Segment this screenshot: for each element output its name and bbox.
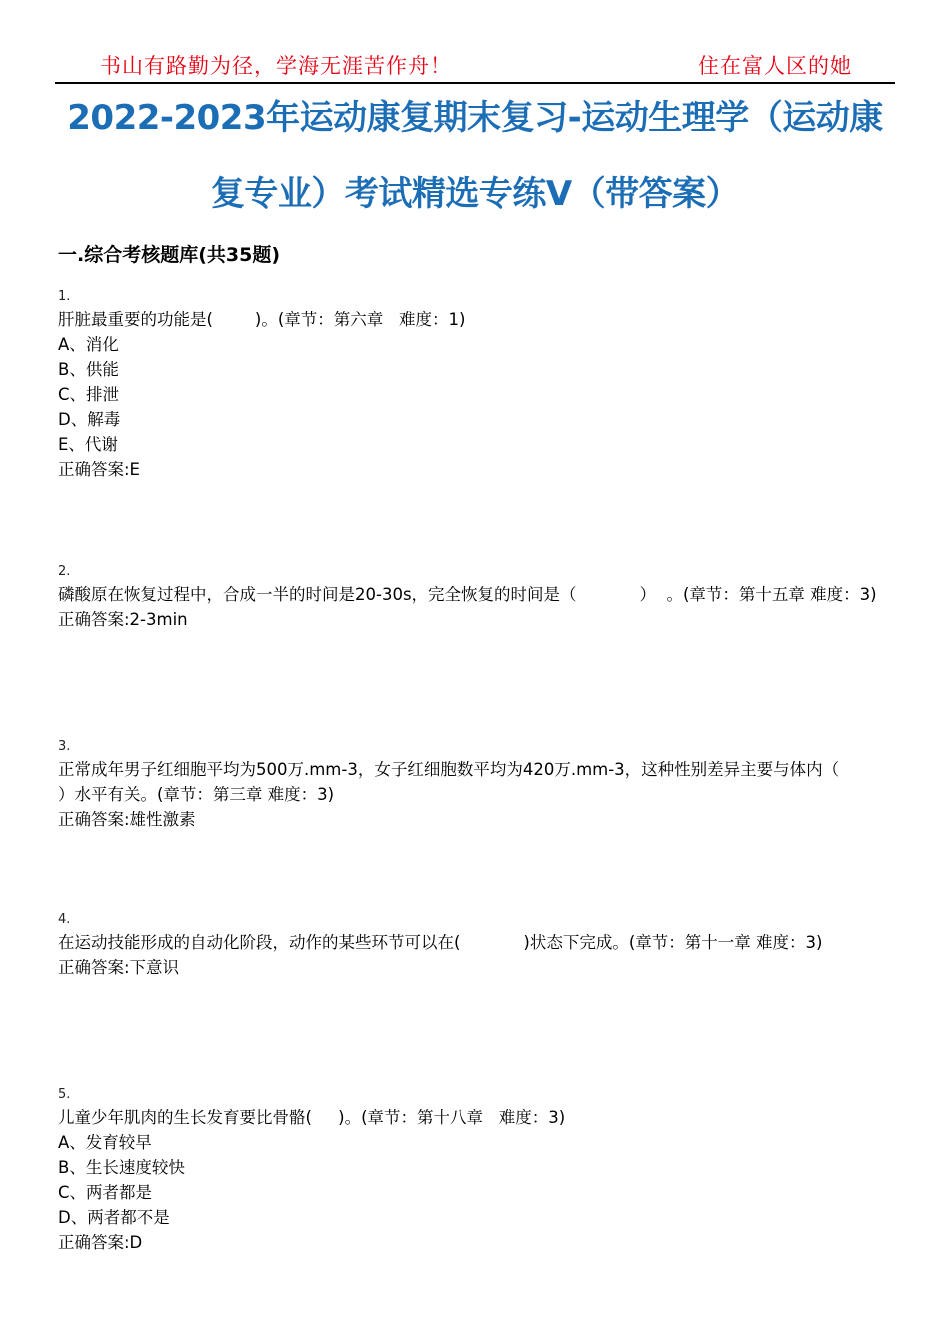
- question-number: 4.: [58, 912, 71, 927]
- question-stem: 肝脏最重要的功能是( )。(章节：第六章 难度：1): [58, 310, 466, 329]
- section-heading: 一.综合考核题库(共35题): [58, 244, 281, 266]
- question-option: D、两者都不是: [58, 1208, 170, 1227]
- question-item: [58, 1085, 565, 1255]
- question-stem: 正常成年男子红细胞平均为500万.mm-3，女子红细胞数平均为420万.mm-3，这种性别差异主要与体内（ ）水平有关。(章节：第三章 难度：3): [58, 760, 903, 804]
- question-answer: 正确答案:下意识: [58, 958, 180, 977]
- question-number: 2.: [58, 564, 71, 579]
- question-option: D、解毒: [58, 410, 121, 429]
- question-item: [58, 287, 465, 482]
- question-option: A、消化: [58, 335, 119, 354]
- header-motto: 书山有路勤为径，学海无涯苦作舟！: [100, 54, 452, 78]
- document-title: 2022-2023年运动康复期末复习-运动生理学（运动康复专业）考试精选专练V（带答案）: [67, 98, 883, 214]
- question-answer: 正确答案:E: [58, 460, 140, 479]
- question-stem: 磷酸原在恢复过程中，合成一半的时间是20-30s，完全恢复的时间是（ ） 。(章节：第十五章 难度：3): [58, 585, 877, 604]
- question-option: C、两者都是: [58, 1183, 153, 1202]
- question-option: B、生长速度较快: [58, 1158, 185, 1177]
- page-header: [0, 0, 950, 86]
- question-option: C、排泄: [58, 385, 120, 404]
- question-answer: 正确答案:D: [58, 1233, 143, 1252]
- header-author: 住在富人区的她: [698, 54, 852, 78]
- question-answer: 正确答案:2-3min: [58, 610, 188, 629]
- question-number: 5.: [58, 1087, 71, 1102]
- question-item: [58, 910, 822, 980]
- question-number: 3.: [58, 739, 71, 754]
- question-item: [58, 562, 877, 632]
- question-option: B、供能: [58, 360, 119, 379]
- question-option: E、代谢: [58, 435, 118, 454]
- question-option: A、发育较早: [58, 1133, 152, 1152]
- question-answer: 正确答案:雄性激素: [58, 810, 196, 829]
- question-stem: 在运动技能形成的自动化阶段，动作的某些环节可以在( )状态下完成。(章节：第十一章 难度：3): [58, 933, 823, 952]
- question-stem: 儿童少年肌肉的生长发育要比骨骼( )。(章节：第十八章 难度：3): [58, 1108, 566, 1127]
- question-number: 1.: [58, 289, 71, 304]
- question-item: [58, 737, 903, 832]
